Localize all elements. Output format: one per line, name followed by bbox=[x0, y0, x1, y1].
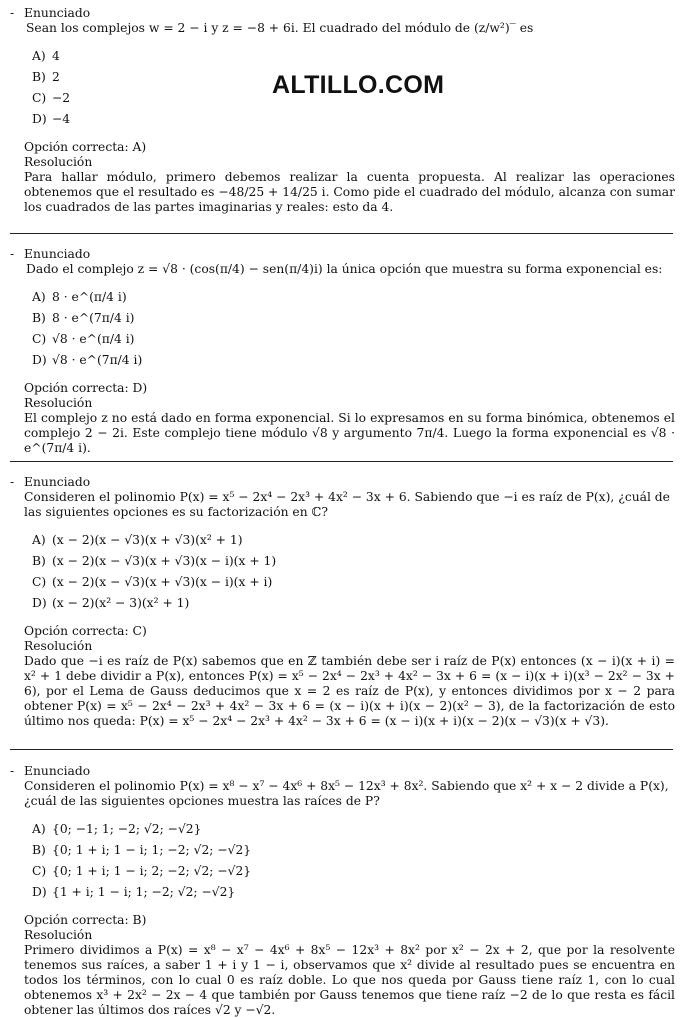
option-d: D) (x − 2)(x² − 3)(x² + 1) bbox=[32, 596, 190, 610]
divider bbox=[10, 461, 673, 462]
option-a: A) (x − 2)(x − √3)(x + √3)(x² + 1) bbox=[32, 533, 243, 547]
option-b: B) 8 · e^(7π/4 i) bbox=[32, 311, 135, 325]
option-c: C) −2 bbox=[32, 91, 71, 105]
correct-answer: Opción correcta: A) bbox=[24, 140, 147, 154]
question-stem: Dado el complejo z = √8 · (cos(π/4) − sen(π/4)i) la única opción que muestra su forma exponencial es: bbox=[26, 262, 663, 276]
question-4 bbox=[10, 764, 675, 1018]
options-list bbox=[10, 49, 675, 133]
resolution-heading: Resolución bbox=[24, 396, 93, 410]
question-label: - Enunciado bbox=[10, 475, 91, 489]
option-b: B) (x − 2)(x − √3)(x + √3)(x − i)(x + 1) bbox=[32, 554, 277, 568]
option-d: D) √8 · e^(7π/4 i) bbox=[32, 353, 143, 367]
question-3 bbox=[10, 475, 675, 729]
option-d: D) −4 bbox=[32, 112, 71, 126]
resolution-text: Primero dividimos a P(x) = x⁸ − x⁷ − 4x⁶ + 8x⁵ − 12x³ + 8x² por x² − 2x + 2, que por la resolvente tenemos sus raíces, a saber 1 + i y 1 − i, observamos que x² divide al resultado pues se encuentra en todos los términos, con lo cual 0 es raíz doble. Lo que nos queda por Gauss tiene raíz 1, con lo cual obtenemos x³ + 2x² − 2x − 4 que también por Gauss tenemos que tiene raíz −2 de lo que resta es fácil obtener las últimos dos raíces √2 y −√2. bbox=[24, 943, 675, 1017]
question-label: - Enunciado bbox=[10, 247, 91, 261]
question-stem: Consideren el polinomio P(x) = x⁸ − x⁷ − 4x⁶ + 8x⁵ − 12x³ + 8x². Sabiendo que x² + x − 2 divide a P(x), ¿cuál de las siguientes opciones muestra las raíces de P? bbox=[24, 779, 669, 808]
resolution-text: El complejo z no está dado en forma exponencial. Si lo expresamos en su forma binómica, obtenemos el complejo 2 − 2i. Este complejo tiene módulo √8 y argumento 7π/4. Luego la forma exponencial es √8 · e^(7π/4 i). bbox=[24, 411, 675, 455]
correct-answer: Opción correcta: B) bbox=[24, 913, 147, 927]
question-1 bbox=[10, 6, 675, 215]
option-c: C) (x − 2)(x − √3)(x + √3)(x − i)(x + i) bbox=[32, 575, 273, 589]
correct-answer: Opción correcta: D) bbox=[24, 381, 148, 395]
divider bbox=[10, 233, 673, 234]
resolution-text: Dado que −i es raíz de P(x) sabemos que en ℤ también debe ser i raíz de P(x) entonces (x − i)(x + i) = x² + 1 debe dividir a P(x), entonces P(x) = x⁵ − 2x⁴ − 2x³ + 4x² − 3x + 6 = (x − i)(x + i)(x³ − 2x² − 3x + 6), por el Lema de Gauss deducimos que x = 2 es raíz de P(x), y entonces dividimos por x − 2 para obtener P(x) = x⁵ − 2x⁴ − 2x³ + 4x² − 3x + 6 = (x − i)(x + i)(x − 2)(x² − 3), de la factorización de esto último nos queda: P(x) = x⁵ − 2x⁴ − 2x³ + 4x² − 3x + 6 = (x − i)(x + i)(x − 2)(x − √3)(x + √3). bbox=[24, 654, 675, 728]
option-b: B) 2 bbox=[32, 70, 60, 84]
question-stem: Sean los complejos w = 2 − i y z = −8 + 6i. El cuadrado del módulo de (z/w²)‾ es bbox=[26, 21, 534, 35]
watermark-logo: ALTILLO.COM bbox=[272, 71, 445, 99]
resolution-heading: Resolución bbox=[24, 928, 93, 942]
option-d: D) {1 + i; 1 − i; 1; −2; √2; −√2} bbox=[32, 885, 236, 899]
options-list bbox=[10, 822, 675, 906]
divider bbox=[10, 749, 673, 750]
question-stem: Consideren el polinomio P(x) = x⁵ − 2x⁴ − 2x³ + 4x² − 3x + 6. Sabiendo que −i es raíz de P(x), ¿cuál de las siguientes opciones es su factorización en ℂ? bbox=[24, 490, 670, 519]
option-a: A) {0; −1; 1; −2; √2; −√2} bbox=[32, 822, 202, 836]
resolution-heading: Resolución bbox=[24, 155, 93, 169]
question-label: - Enunciado bbox=[10, 764, 91, 778]
resolution-heading: Resolución bbox=[24, 639, 93, 653]
question-label: - Enunciado bbox=[10, 6, 91, 20]
correct-answer: Opción correcta: C) bbox=[24, 624, 147, 638]
option-c: C) {0; 1 + i; 1 − i; 2; −2; √2; −√2} bbox=[32, 864, 252, 878]
resolution-text: Para hallar módulo, primero debemos realizar la cuenta propuesta. Al realizar las operaciones obtenemos que el resultado es −48/25 + 14/25 i. Como pide el cuadrado del módulo, alcanza con sumar los cuadrados de las partes imaginarias y reales: esto da 4. bbox=[24, 170, 675, 214]
options-list bbox=[10, 533, 675, 617]
option-a: A) 8 · e^(π/4 i) bbox=[32, 290, 127, 304]
option-a: A) 4 bbox=[32, 49, 60, 63]
options-list bbox=[10, 290, 675, 374]
option-b: B) {0; 1 + i; 1 − i; 1; −2; √2; −√2} bbox=[32, 843, 252, 857]
option-c: C) √8 · e^(π/4 i) bbox=[32, 332, 135, 346]
question-2 bbox=[10, 247, 675, 456]
